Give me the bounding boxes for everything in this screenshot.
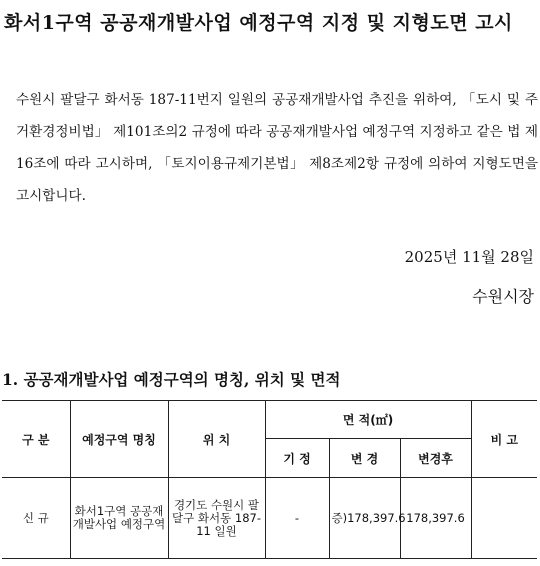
cell-name: 화서1구역 공공재개발사업 예정구역 (70, 478, 168, 559)
header-area: 면 적(㎡) (265, 401, 471, 439)
header-change: 변 경 (329, 439, 400, 478)
cell-division: 신 규 (2, 478, 70, 559)
header-existing: 기 정 (265, 439, 329, 478)
cell-change: 증)178,397.6 (329, 478, 400, 559)
header-note: 비 고 (471, 401, 537, 478)
cell-location: 경기도 수원시 팔달구 화서동 187-11 일원 (168, 478, 265, 559)
table-row (2, 478, 537, 559)
cell-note (471, 478, 537, 559)
issuer-name (472, 284, 534, 307)
section-heading: 1. 공공재개발사업 예정구역의 명칭, 위치 및 면적 (2, 370, 341, 389)
notice-body-paragraph: 수원시 팔달구 화서동 187-11번지 일원의 공공재개발사업 추진을 위하여, 「도시 및 주거환경정비법」 제101조의2 규정에 따라 공공재개발사업 예정구역 지정하고 같은 법 제16조에 따라 고시하며, 「토지이용규제기본법」 제8조제2항 규정에 의하여 지형도면을 고시합니다. (16, 92, 538, 204)
header-division: 구 분 (2, 401, 70, 478)
notice-title: 화서1구역 공공재개발사업 예정구역 지정 및 지형도면 고시 (4, 12, 513, 34)
notice-date: 2025년 11월 28일 (404, 248, 534, 266)
header-location: 위 치 (168, 401, 265, 478)
cell-after: 178,397.6 (400, 478, 471, 559)
cell-existing: - (265, 478, 329, 559)
issuer-name-text: 수원시장 (472, 287, 534, 306)
header-after: 변경후 (400, 439, 471, 478)
header-name: 예정구역 명칭 (70, 401, 168, 478)
designation-table (2, 400, 537, 559)
notice-body (2, 84, 538, 212)
